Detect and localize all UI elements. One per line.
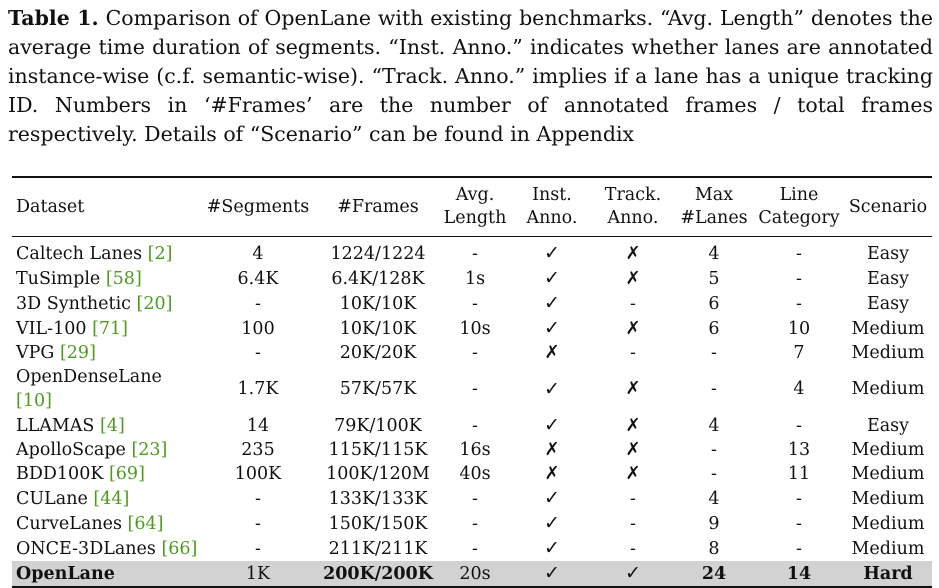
- track-cell: -: [630, 513, 636, 534]
- citation-link[interactable]: [64]: [127, 513, 164, 534]
- avg-length-cell: -: [472, 379, 478, 399]
- dataset-name-cell: VIL-100 [71]: [16, 318, 128, 339]
- frames-cell: 10K/10K: [339, 318, 417, 339]
- frames-cell: 1224/1224: [330, 243, 426, 264]
- line-category-cell: -: [796, 268, 802, 289]
- segments-cell: -: [255, 343, 261, 363]
- scenario-cell: Medium: [851, 379, 925, 399]
- dataset-name-cell: BDD100K [69]: [16, 464, 145, 484]
- line-category-cell: 11: [787, 464, 811, 484]
- track-cell: ✗: [625, 267, 641, 289]
- track-cell: ✗: [625, 439, 641, 460]
- header-row: [12, 177, 932, 237]
- max-lanes-cell: 4: [708, 243, 720, 264]
- track-cell: ✓: [625, 562, 641, 584]
- scenario-cell: Medium: [851, 538, 925, 559]
- segments-cell: 1K: [245, 563, 271, 584]
- table-row: [12, 365, 932, 413]
- scenario-cell: Medium: [851, 488, 925, 509]
- segments-cell: -: [255, 513, 261, 534]
- table-row: [12, 511, 932, 536]
- scenario-cell: Medium: [851, 513, 925, 534]
- column-header: Avg. Length: [443, 185, 507, 228]
- citation-link[interactable]: [71]: [92, 318, 128, 339]
- inst-cell: ✓: [544, 242, 560, 264]
- table-row: [12, 266, 932, 291]
- inst-cell: ✓: [544, 537, 560, 559]
- max-lanes-cell: 4: [708, 415, 720, 436]
- dataset-name-cell: OpenLane: [16, 563, 115, 584]
- inst-cell: ✓: [544, 377, 560, 400]
- inst-cell: ✓: [544, 562, 560, 584]
- caption-label: Table 1.: [8, 6, 99, 30]
- citation-link[interactable]: [29]: [59, 343, 96, 363]
- track-cell: -: [630, 538, 636, 559]
- openlane-highlight-row: [12, 561, 932, 587]
- table-row: [12, 536, 932, 561]
- column-header: Track. Anno.: [604, 185, 662, 228]
- segments-cell: 100K: [234, 464, 282, 484]
- comparison-table-wrapper: [12, 176, 932, 588]
- max-lanes-cell: -: [711, 440, 717, 460]
- frames-cell: 150K/150K: [328, 513, 428, 534]
- dataset-name-cell: VPG [29]: [16, 343, 96, 363]
- dataset-name-cell: TuSimple [58]: [16, 268, 142, 289]
- max-lanes-cell: -: [711, 343, 717, 363]
- inst-cell: ✓: [544, 487, 560, 509]
- citation-link[interactable]: [69]: [108, 464, 145, 484]
- table-caption: [8, 4, 933, 149]
- frames-cell: 79K/100K: [334, 415, 422, 436]
- segments-cell: -: [255, 488, 261, 509]
- avg-length-cell: -: [472, 488, 478, 509]
- scenario-cell: Medium: [851, 440, 925, 460]
- column-header: Inst. Anno.: [526, 185, 578, 228]
- avg-length-cell: 1s: [464, 268, 486, 289]
- column-header: Max #Lanes: [680, 185, 748, 228]
- table-header: [12, 177, 932, 237]
- scenario-cell: Easy: [866, 243, 910, 264]
- citation-link[interactable]: [66]: [161, 538, 198, 559]
- table-row: [12, 341, 932, 365]
- column-header: Line Category: [758, 185, 840, 228]
- citation-link[interactable]: [4]: [100, 415, 125, 436]
- avg-length-cell: 20s: [459, 563, 491, 584]
- table-body: [12, 237, 932, 588]
- inst-cell: ✓: [544, 267, 560, 289]
- table-row: [12, 413, 932, 438]
- line-category-cell: 10: [787, 318, 811, 339]
- table-row: [12, 486, 932, 511]
- inst-cell: ✗: [544, 342, 560, 363]
- avg-length-cell: 16s: [459, 440, 491, 460]
- inst-cell: ✓: [544, 414, 560, 436]
- inst-cell: ✗: [544, 463, 560, 484]
- comparison-table: [12, 176, 932, 588]
- column-header: Scenario: [848, 196, 928, 217]
- frames-cell: 200K/200K: [323, 563, 433, 584]
- segments-cell: 100: [241, 318, 275, 339]
- max-lanes-cell: 6: [708, 318, 720, 339]
- line-category-cell: 14: [786, 563, 812, 584]
- dataset-name-cell: 3D Synthetic [20]: [16, 293, 173, 314]
- scenario-cell: Medium: [851, 464, 925, 484]
- frames-cell: 57K/57K: [339, 379, 417, 399]
- segments-cell: 14: [246, 415, 270, 436]
- citation-link[interactable]: [44]: [93, 488, 130, 509]
- table-row: [12, 237, 932, 267]
- segments-cell: 1.7K: [237, 379, 279, 399]
- table-row: [12, 438, 932, 462]
- scenario-cell: Easy: [866, 293, 910, 314]
- line-category-cell: -: [796, 513, 802, 534]
- inst-cell: ✓: [544, 512, 560, 534]
- citation-link[interactable]: [23]: [131, 440, 168, 460]
- dataset-name-cell: LLAMAS [4]: [16, 415, 125, 436]
- line-category-cell: -: [796, 538, 802, 559]
- avg-length-cell: -: [472, 415, 478, 436]
- citation-link[interactable]: [10]: [16, 391, 52, 411]
- max-lanes-cell: 6: [708, 293, 720, 314]
- scenario-cell: Easy: [866, 268, 910, 289]
- line-category-cell: -: [796, 488, 802, 509]
- line-category-cell: -: [796, 293, 802, 314]
- segments-cell: -: [255, 293, 261, 314]
- frames-cell: 6.4K/128K: [331, 268, 425, 289]
- table-row: [12, 291, 932, 316]
- table-row: [12, 316, 932, 341]
- line-category-cell: -: [796, 415, 802, 436]
- avg-length-cell: 10s: [459, 318, 491, 339]
- scenario-cell: Medium: [851, 318, 925, 339]
- column-header: Dataset: [16, 196, 85, 217]
- avg-length-cell: -: [472, 513, 478, 534]
- avg-length-cell: -: [472, 293, 478, 314]
- track-cell: ✗: [625, 463, 641, 484]
- segments-cell: -: [255, 538, 261, 559]
- dataset-name-cell: CULane [44]: [16, 488, 130, 509]
- inst-cell: ✓: [544, 292, 560, 314]
- dataset-name-cell: ApolloScape [23]: [16, 440, 168, 460]
- column-header: #Frames: [337, 196, 419, 217]
- avg-length-cell: -: [472, 538, 478, 559]
- max-lanes-cell: 4: [708, 488, 720, 509]
- avg-length-cell: 40s: [459, 464, 491, 484]
- segments-cell: 4: [252, 243, 264, 264]
- track-cell: -: [630, 343, 636, 363]
- max-lanes-cell: -: [711, 379, 717, 399]
- dataset-name-cell: ONCE-3DLanes [66]: [16, 538, 198, 559]
- track-cell: -: [630, 488, 636, 509]
- citation-link[interactable]: [58]: [105, 268, 142, 289]
- max-lanes-cell: 5: [708, 268, 720, 289]
- frames-cell: 10K/10K: [339, 293, 417, 314]
- table-row: [12, 462, 932, 486]
- segments-cell: 6.4K: [237, 268, 279, 289]
- track-cell: ✗: [625, 317, 641, 339]
- inst-cell: ✓: [544, 317, 560, 339]
- line-category-cell: -: [796, 243, 802, 264]
- track-cell: ✗: [625, 242, 641, 264]
- citation-link[interactable]: [20]: [136, 293, 173, 314]
- frames-cell: 211K/211K: [328, 538, 428, 559]
- line-category-cell: 7: [793, 343, 805, 363]
- scenario-cell: Medium: [851, 343, 925, 363]
- max-lanes-cell: 9: [708, 513, 720, 534]
- scenario-cell: Easy: [866, 415, 910, 436]
- dataset-name-cell: Caltech Lanes [2]: [16, 243, 173, 264]
- max-lanes-cell: 8: [708, 538, 720, 559]
- line-category-cell: 4: [793, 379, 805, 399]
- line-category-cell: 13: [787, 440, 811, 460]
- track-cell: ✗: [625, 414, 641, 436]
- caption-text: Comparison of OpenLane with existing benchmarks. “Avg. Length” denotes the average time duration of segments. “Inst. Anno.” indicates whether lanes are annotated instance-wise (c.f. semantic-wise). “Track. Anno.” implies if a lane has a unique tracking ID. Numbers in ‘#Frames’ are the number of annotated frames / total frames respectively. Details of “Scenario” can be found in Appendix: [8, 6, 933, 146]
- frames-cell: 100K/120M: [326, 464, 430, 484]
- max-lanes-cell: 24: [701, 563, 727, 584]
- frames-cell: 133K/133K: [328, 488, 428, 509]
- track-cell: -: [630, 293, 636, 314]
- scenario-cell: Hard: [863, 563, 913, 584]
- dataset-name-cell: CurveLanes [64]: [16, 513, 164, 534]
- track-cell: ✗: [625, 378, 641, 399]
- segments-cell: 235: [241, 440, 275, 460]
- column-header: #Segments: [206, 196, 310, 217]
- citation-link[interactable]: [2]: [147, 243, 173, 264]
- inst-cell: ✗: [544, 439, 560, 460]
- max-lanes-cell: -: [711, 464, 717, 484]
- dataset-name-cell: OpenDenseLane [10]: [16, 367, 162, 411]
- avg-length-cell: -: [472, 243, 478, 264]
- avg-length-cell: -: [472, 343, 478, 363]
- frames-cell: 20K/20K: [339, 343, 417, 363]
- frames-cell: 115K/115K: [328, 440, 428, 460]
